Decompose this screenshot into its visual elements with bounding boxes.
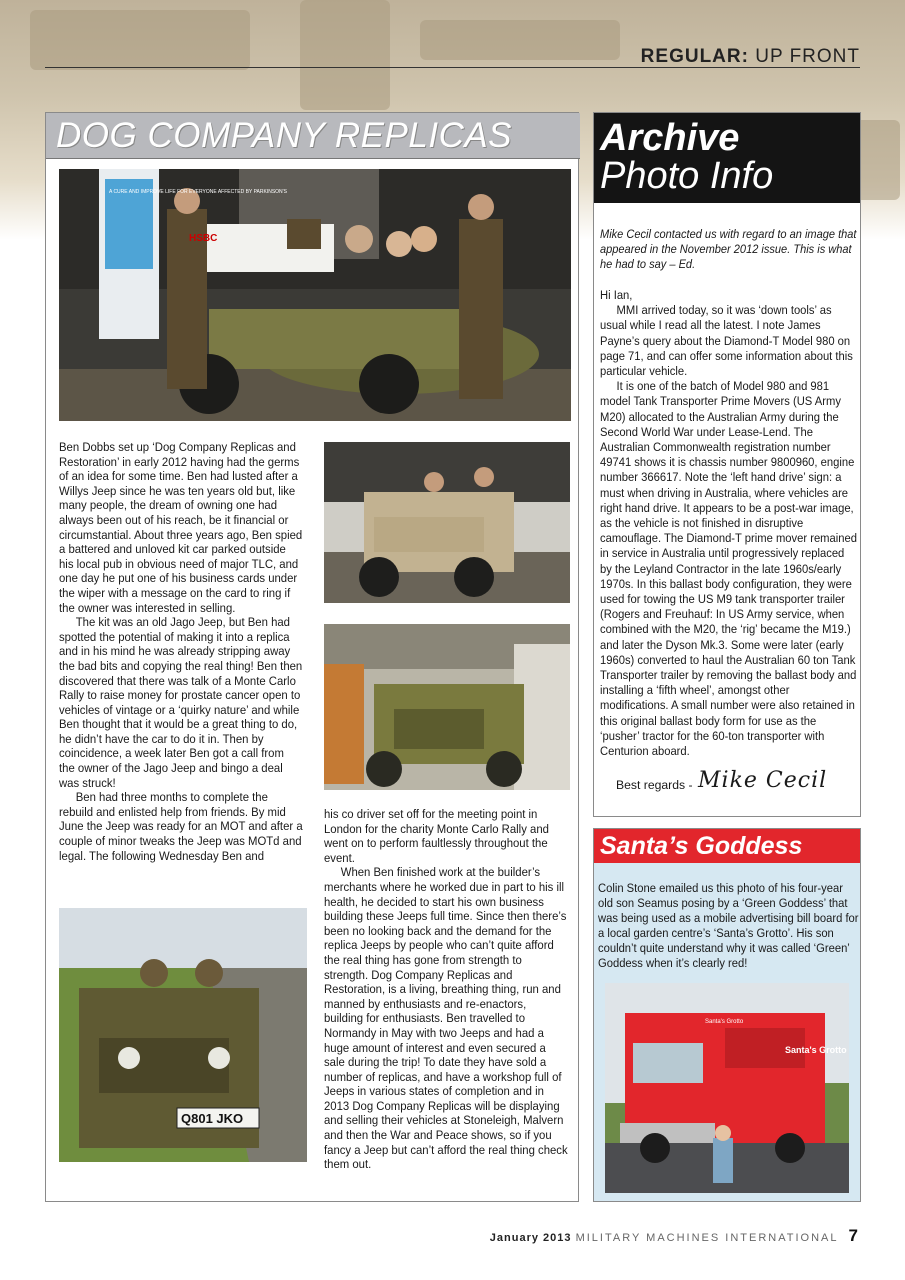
bg-crate-shape (420, 20, 620, 60)
article-paragraph: Ben Dobbs set up ‘Dog Company Replicas and Restoration’ in early 2012 having had the germs of an idea for some time. Ben had lusted after a Willys Jeep since he was ten years old but, like many people, the dream of owning one had always been out of his reach, be it financial or circumstantial. About three years ago, Ben spied a battered and unloved kit car parked outside his local pub in obvious need of major TLC, and one day he put one of his business cards under the wiper with a message on the card to ring if the owner was interested in selling. (59, 440, 303, 615)
article-title: DOG COMPANY REPLICAS (46, 113, 580, 159)
article-paragraph: his co driver set off for the meeting point in London for the charity Monte Carlo Rally and went on to perform faultlessly throughout the event. (324, 807, 549, 865)
letter-paragraph: MMI arrived today, so it was ‘down tools’ as usual while I read all the latest. I note James Payne’s query about the Diamond-T Model 980 on page 71, and can offer some information about this particular vehicle. (600, 303, 853, 379)
bg-crate-shape (30, 10, 250, 70)
letter-signature: Mike Cecil (698, 768, 828, 793)
article-column-2 (324, 807, 568, 1172)
archive-letter-body (600, 288, 858, 759)
truck-roof-sign-text: Santa's Grotto (705, 1019, 744, 1025)
archive-title-line2: Photo Info (600, 155, 774, 197)
santa-title: Santa’s Goddess (594, 829, 860, 863)
jeep-workshop-photo (324, 442, 570, 603)
cheque-bank-text: HSBC (189, 233, 218, 244)
letter-greeting: Hi Ian, (600, 288, 633, 302)
jeep-garage-photo (324, 624, 570, 790)
archive-title-block (594, 113, 860, 203)
section-topic: UP FRONT (755, 46, 860, 67)
license-plate-text: Q801 JKO (181, 1111, 244, 1126)
footer-date: January 2013 (489, 1232, 572, 1244)
footer-magazine-name: MILITARY MACHINES INTERNATIONAL (575, 1232, 839, 1244)
article-paragraph: When Ben finished work at the builder’s merchants where he worked due in part to his ill health, he decided to start his own business building these Jeeps full time. Since then there’s been no looking back and the demand for the replica Jeeps by people who can’t quite afford the real thing has gone from strength to strength. Dog Company Replicas and Restoration, is a living, breathing thing, run and manned by enthusiasts and re-enactors, building for enthusiasts. Ben travelled to Normandy in May with two Jeeps and had a huge amount of interest and even secured a sale during the trip! To date they have sold a number of replicas, and have a workshop full of Jeeps in various states of completion and in 2013 Dog Company Replicas will be displaying and selling their vehicles at Stoneleigh, Malvern and then the War and Peace shows, so if you fancy a Jeep but can’t afford the real thing check them out. (324, 865, 568, 1172)
banner-text: A CURE AND IMPROVE LIFE FOR EVERYONE AFFECTED BY PARKINSON'S (109, 189, 287, 195)
dog-company-article (45, 112, 579, 1202)
letter-paragraph: It is one of the batch of Model 980 and 981 model Tank Transporter Prime Movers (US Army M20) allocated to the Australian Army during the Second World War under Lease-Lend. The Australian Commonwealth registration number 49741 shows it is chassis number 9800960, engine number 366617. Note the ‘left hand drive’ sign: a must when driving in Australia, where vehicles are right hand drive. It appears to be a post-war image, as the vehicle is not finished in disruptive camouflage. The Diamond-T prime mover remained in service in Australia until progressively replaced by the Leyland Contractor in the late 1960s/early 1970s. In this ballast body configuration, they were used for towing the US M9 tank transporter trailer (Rogers and Freuhauf: In US Army service, when combined with the M20, the ‘rig’ became the M19.) and later the Dyson Mk.3. Some were later (early 1960s) converted to haul the Australian 60 ton Tank Transporter trailer by removing the ballast body and installing a ‘fifth wheel’, amongst other modifications. A small number were also retained in this original ballast body form for use as the ‘pusher’ tractor for the 60-ton transporter with Centurion aboard. (600, 379, 857, 759)
archive-intro: Mike Cecil contacted us with regard to an image that appeared in the November 2012 issue. This is what he had to say – Ed. (600, 227, 857, 271)
letter-signoff: Best regards - (616, 778, 693, 792)
page-number: 7 (848, 1226, 859, 1245)
truck-sign-text: Santa's Grotto (785, 1045, 847, 1055)
bg-figure-shape (300, 0, 390, 110)
cheque-presentation-photo (59, 169, 571, 421)
section-label: REGULAR: (640, 46, 749, 67)
page-footer (490, 1226, 859, 1246)
santas-goddess-panel (593, 828, 861, 1202)
jeep-road-photo (59, 908, 307, 1162)
article-column-1 (59, 440, 303, 863)
header-rule (45, 67, 860, 68)
santa-text: Colin Stone emailed us this photo of his four-year old son Seamus posing by a ‘Green Goddess’ that was being used as a mobile advertising bill board for a local garden centre’s ‘Santa’s Grotto’. His son couldn’t quite understand why it was called ‘Green’ Goddess when it’s clearly red! (598, 881, 859, 970)
section-header (641, 46, 860, 68)
archive-photo-info-panel (593, 112, 861, 817)
green-goddess-photo (605, 983, 849, 1193)
article-paragraph: The kit was an old Jago Jeep, but Ben had spotted the potential of making it into a replica and in his mind he was already stripping away the bad bits and copying the real thing! Ben then discovered that there was talk of a Monte Carlo Rally to raise money for prostate cancer open to vehicles of vintage or a ‘quirky nature’ and while Ben thought that it would be a great thing to do, he didn’t have the car to do it in. Then by coincidence, a week later Ben got a call from the owner of the Jago Jeep and bingo a deal was struck! (59, 615, 303, 790)
archive-title-line1: Archive (600, 117, 740, 159)
article-paragraph: Ben had three months to complete the rebuild and enlisted help from friends. By mid June the Jeep was ready for an MOT and after a couple of minor tweaks the Jeep was MOTd and legal. The following Wednesday Ben and (59, 790, 303, 863)
